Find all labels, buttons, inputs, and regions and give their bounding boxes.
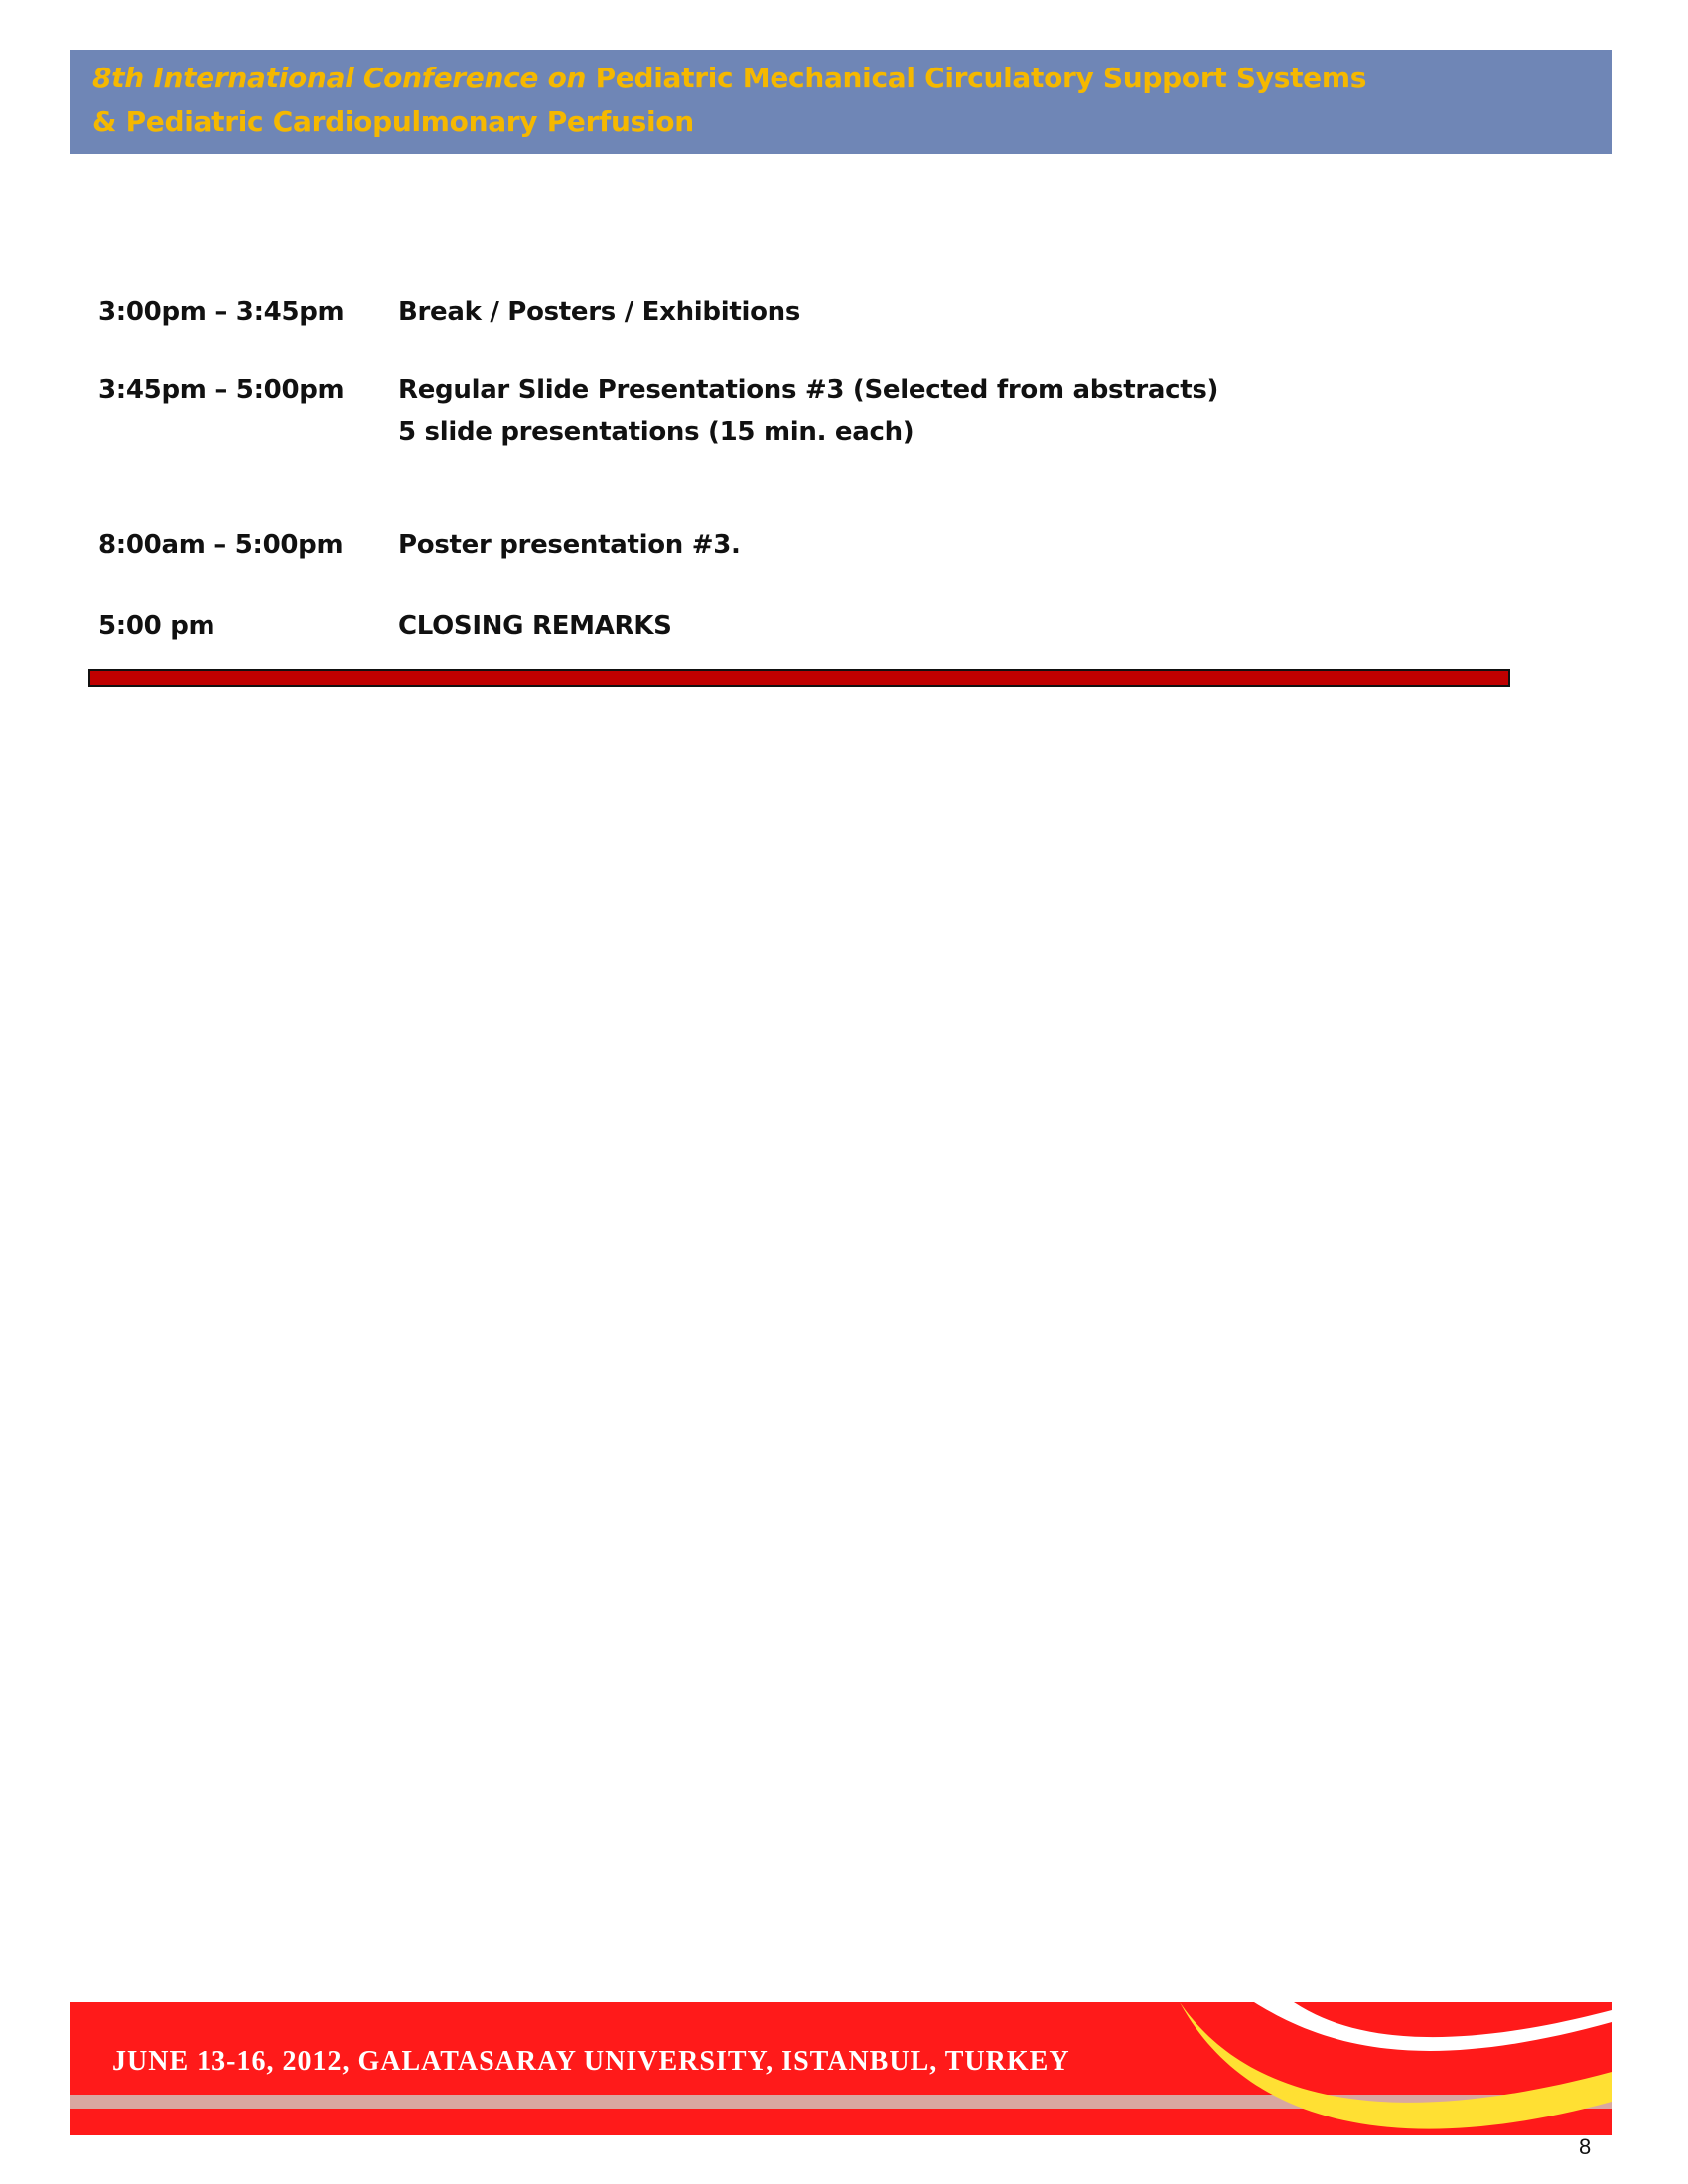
section-divider <box>88 669 1510 687</box>
conference-header <box>70 50 1612 154</box>
schedule-time: 8:00am – 5:00pm <box>98 530 344 560</box>
conference-footer <box>70 2002 1612 2135</box>
footer-event-details: JUNE 13-16, 2012, GALATASARAY UNIVERSITY, ISTANBUL, TURKEY <box>112 2046 1070 2077</box>
page-number: 8 <box>1579 2134 1592 2159</box>
footer-swoosh-graphic <box>1095 2002 1612 2135</box>
conference-title-subject: Pediatric Mechanical Circulatory Support Systems <box>586 62 1367 94</box>
conference-title-line-1 <box>92 62 1366 94</box>
schedule-description-line-1: Regular Slide Presentations #3 (Selected from abstracts) <box>398 375 1219 405</box>
schedule-time: 3:45pm – 5:00pm <box>98 375 345 405</box>
schedule-description <box>398 369 1218 453</box>
schedule-time: 3:00pm – 3:45pm <box>98 297 345 327</box>
conference-title-ordinal: 8th International Conference on <box>92 62 587 94</box>
conference-title-line-2: & Pediatric Cardiopulmonary Perfusion <box>92 105 694 138</box>
schedule-time: 5:00 pm <box>98 612 215 641</box>
schedule-description: CLOSING REMARKS <box>398 612 672 641</box>
schedule-description: Poster presentation #3. <box>398 530 741 560</box>
schedule-description: Break / Posters / Exhibitions <box>398 297 801 327</box>
schedule-description-line-2: 5 slide presentations (15 min. each) <box>398 417 914 447</box>
